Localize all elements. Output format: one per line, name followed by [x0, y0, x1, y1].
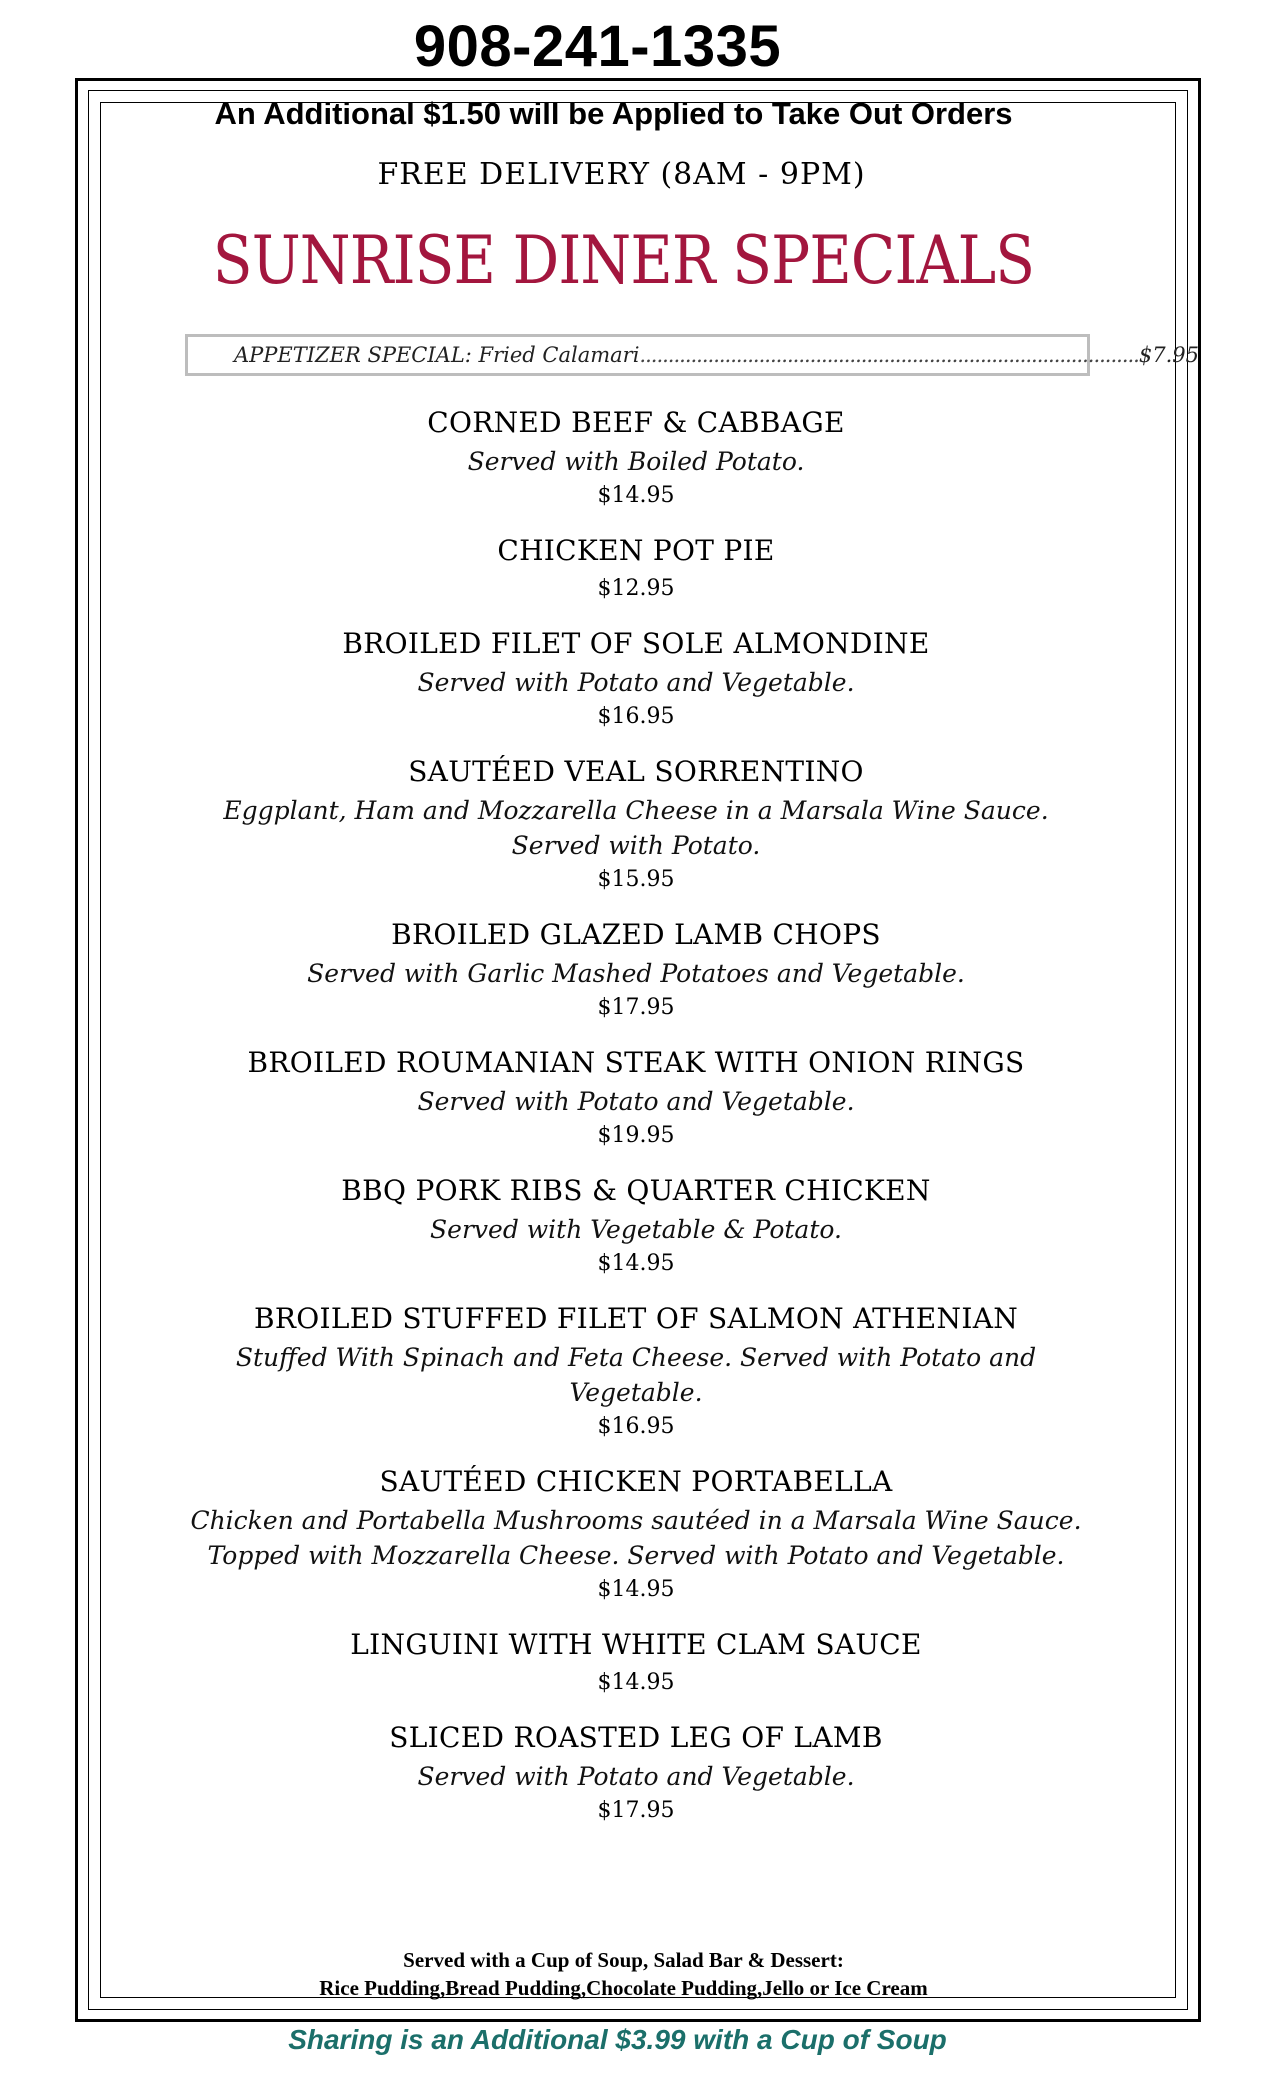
menu-item-price: $17.95 [597, 1798, 675, 1823]
menu-item-name: SAUTÉED CHICKEN PORTABELLA [379, 1465, 893, 1498]
menu-item-price: $14.95 [597, 1577, 675, 1602]
menu-item [156, 1624, 1116, 1700]
menu-item-description: Served with Potato and Vegetable. [417, 668, 855, 697]
menu-item [156, 1298, 1116, 1444]
menu-item-price: $17.95 [597, 995, 675, 1020]
menu-item-name: CHICKEN POT PIE [497, 534, 775, 567]
menu-item-description: Chicken and Portabella Mushrooms sautéed in a Marsala Wine Sauce. Topped with Mozzarella Cheese. Served with Potato and Vegetable. [190, 1506, 1082, 1570]
delivery-note: FREE DELIVERY (8AM - 9PM) [377, 157, 866, 192]
menu-item-price: $12.95 [597, 576, 675, 601]
menu-item-price: $14.95 [597, 1251, 675, 1276]
takeout-note: An Additional $1.50 will be Applied to Take Out Orders [214, 96, 1013, 131]
served-with-line-2: Rice Pudding,Bread Pudding,Chocolate Pudding,Jello or Ice Cream [319, 1976, 928, 2000]
menu-item-name: SAUTÉED VEAL SORRENTINO [408, 755, 864, 788]
menu-item-name: BBQ PORK RIBS & QUARTER CHICKEN [341, 1174, 931, 1207]
menu-item [156, 530, 1116, 606]
menu-item-name: BROILED GLAZED LAMB CHOPS [391, 918, 881, 951]
menu-item-name: LINGUINI WITH WHITE CLAM SAUCE [350, 1628, 922, 1661]
menu-item-description: Eggplant, Ham and Mozzarella Cheese in a Marsala Wine Sauce. Served with Potato. [223, 796, 1049, 860]
menu-item-price: $15.95 [597, 867, 675, 892]
menu-item [156, 1461, 1116, 1607]
appetizer-leader-dots: ........................................................................................ [639, 343, 1139, 367]
menu-item [156, 402, 1116, 513]
served-with-line-1: Served with a Cup of Soup, Salad Bar & Dessert: [403, 1948, 844, 1972]
menu-title: SUNRISE DINER SPECIALS [212, 222, 1035, 299]
appetizer-special-box [185, 334, 1199, 376]
menu-item-name: SLICED ROASTED LEG OF LAMB [389, 1721, 883, 1754]
menu-item [156, 1170, 1116, 1281]
menu-item-name: CORNED BEEF & CABBAGE [427, 406, 845, 439]
appetizer-label: APPETIZER SPECIAL: Fried Calamari [234, 343, 640, 367]
menu-item [156, 914, 1116, 1025]
served-with-note [0, 1946, 1261, 2002]
menu-item-price: $14.95 [597, 483, 675, 508]
sharing-note: Sharing is an Additional $3.99 with a Cup of Soup [288, 2024, 947, 2055]
menu-item [156, 751, 1116, 897]
menu-item-description: Served with Boiled Potato. [467, 447, 805, 476]
specials-list [156, 402, 1116, 1845]
menu-item-price: $14.95 [597, 1670, 675, 1695]
menu-item-description: Served with Garlic Mashed Potatoes and Vegetable. [307, 959, 965, 988]
menu-item-price: $19.95 [597, 1123, 675, 1148]
menu-item [156, 1042, 1116, 1153]
appetizer-price: $7.95 [1138, 343, 1199, 367]
phone-number: 908-241-1335 [413, 14, 782, 79]
menu-item-description: Served with Potato and Vegetable. [417, 1762, 855, 1791]
menu-item-name: BROILED ROUMANIAN STEAK WITH ONION RINGS [247, 1046, 1025, 1079]
menu-item [156, 623, 1116, 734]
menu-item-description: Served with Potato and Vegetable. [417, 1087, 855, 1116]
menu-item-description: Served with Vegetable & Potato. [430, 1215, 842, 1244]
menu-item-price: $16.95 [597, 704, 675, 729]
menu-item-description: Stuffed With Spinach and Feta Cheese. Served with Potato and Vegetable. [235, 1343, 1037, 1407]
menu-item-name: BROILED STUFFED FILET OF SALMON ATHENIAN [253, 1302, 1019, 1335]
menu-item-name: BROILED FILET OF SOLE ALMONDINE [342, 627, 930, 660]
menu-item-price: $16.95 [597, 1414, 675, 1439]
menu-item [156, 1717, 1116, 1828]
